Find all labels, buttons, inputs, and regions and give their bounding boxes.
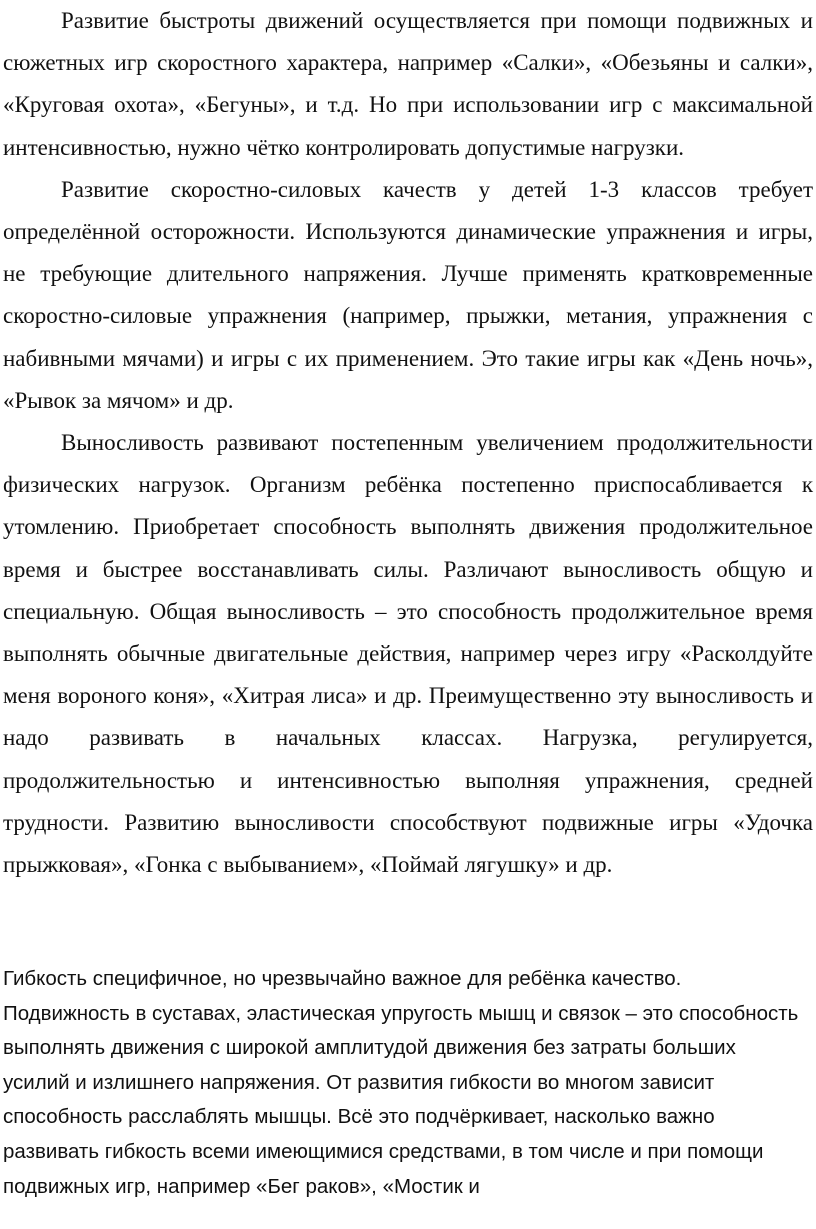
paragraph-flexibility: Гибкость специфичное, но чрезвычайно важное для ребёнка качество. Подвижность в суставах, эластическая упругость мышц и связок – это способность выполнять движения с широкой амплитудой движения без затраты больших усилий и излишнего напряжения. От развития гибкости во многом зависит способность расслаблять мышцы. Всё это подчёркивает, насколько важно развивать гибкость всеми имеющимися средствами, в том числе и при помощи подвижных игр, например «Бег раков», «Мостик и [3, 967, 799, 1198]
paragraph-speed-strength: Развитие скоростно-силовых качеств у детей 1-3 классов требует определённой осторожности. Используются динамические упражнения и игры, не требующие длительного напряжения. Лучше применять кратковременные скоростно-силовые упражнения (например, прыжки, метания, упражнения с набивными мячами) и игры с их применением. Это такие игры как «День ночь», «Рывок за мячом» и др. [3, 176, 813, 413]
document-body [3, 0, 813, 886]
paragraph-endurance: Выносливость развивают постепенным увеличением продолжительности физических нагрузок. Организм ребёнка постепенно приспосабливается к утомлению. Приобретает способность выполнять движения продолжительное время и быстрее восстанавливать силы. Различают выносливость общую и специальную. Общая выносливость – это способность продолжительное время выполнять обычные двигательные действия, например через игру «Расколдуйте меня вороного коня», «Хитрая лиса» и др. Преимущественно эту выносливость и надо развивать в начальных классах. Нагрузка, регулируется, продолжительностью и интенсивностью выполняя упражнения, средней трудности. Развитию выносливости способствуют подвижные игры «Удочка прыжковая», «Гонка с выбыванием», «Поймай лягушку» и др. [3, 430, 813, 878]
document-body-sans [3, 962, 803, 1204]
paragraph-speed: Развитие быстроты движений осуществляется при помощи подвижных и сюжетных игр скоростного характера, например «Салки», «Обезьяны и салки», «Круговая охота», «Бегуны», и т.д. Но при использовании игр с максимальной интенсивностью, нужно чётко контролировать допустимые нагрузки. [3, 8, 813, 160]
